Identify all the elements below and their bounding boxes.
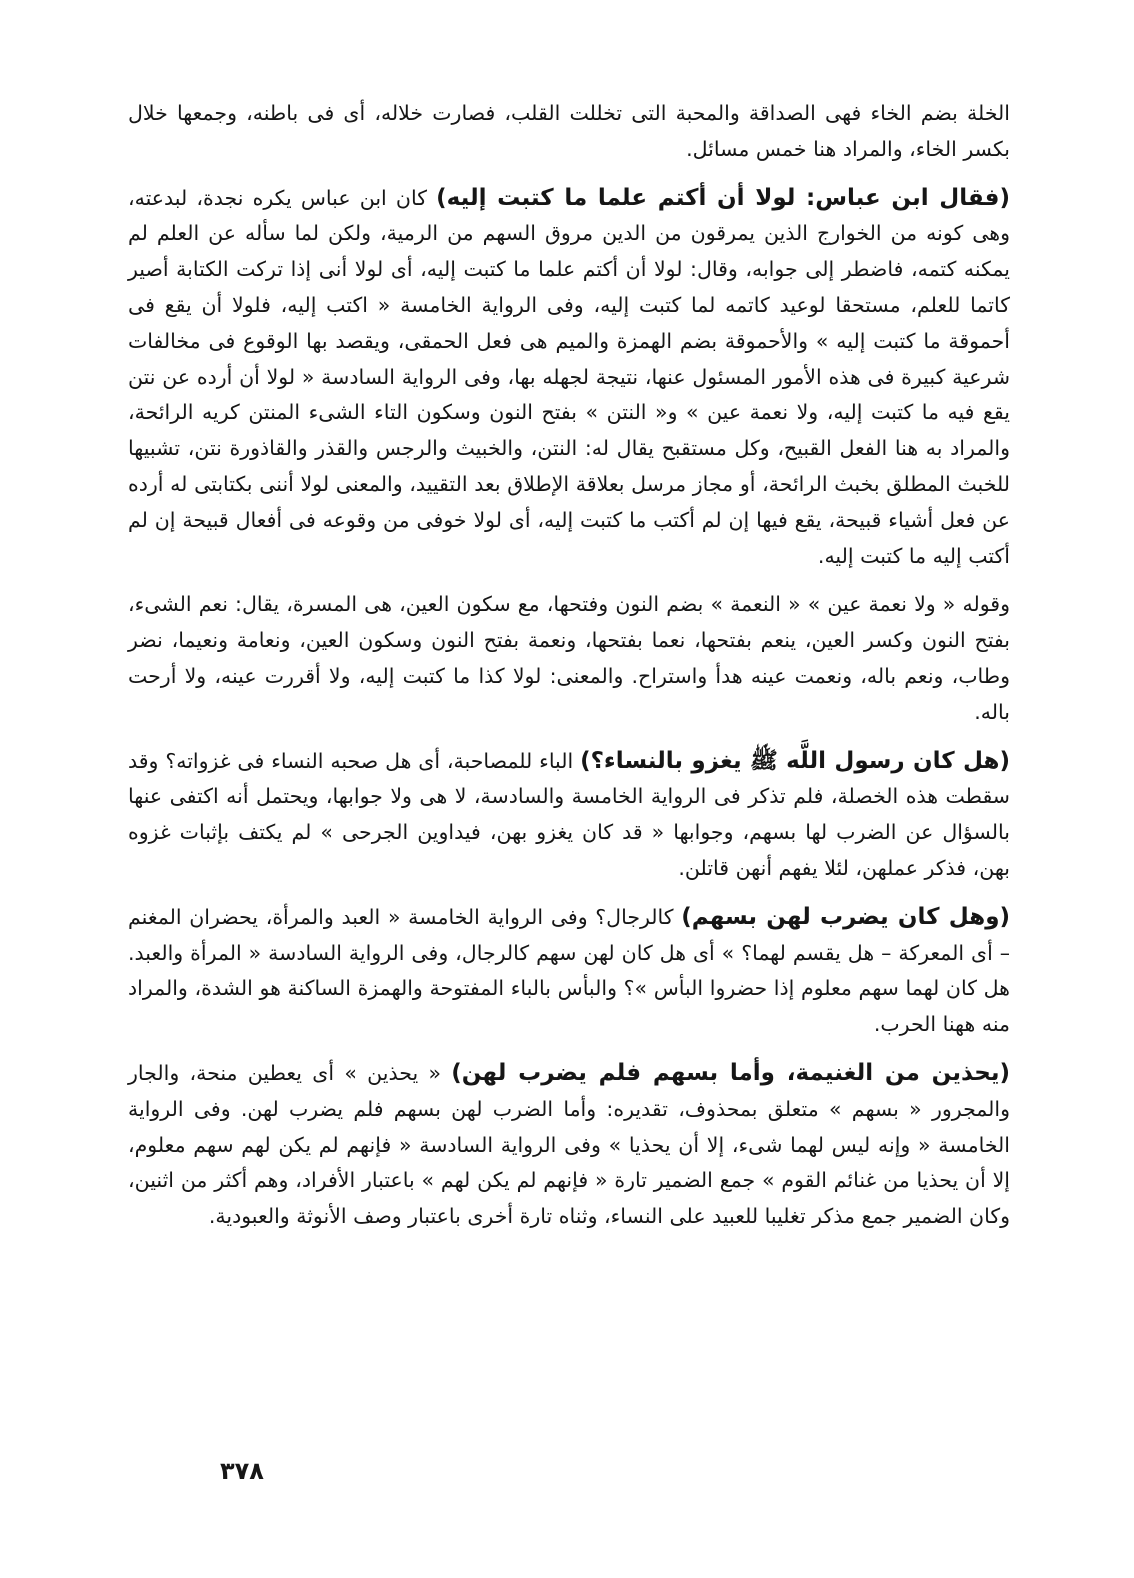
paragraph-text: كالرجال؟ وفى الرواية الخامسة « العبد والمرأة، يحضران المغنم – أى المعركة – هل يقسم لهما؟ » أى هل كان لهن سهم كالرجال، وفى الرواية السادسة « المرأة والعبد. هل كان لهما سهم معلوم إذا حضروا البأس »؟ والبأس بالباء المفتوحة والهمزة الساكنة هو الشدة، والمراد منه ههنا الحرب. [128,904,1010,1037]
paragraph-khulla [128,96,1010,168]
paragraph-nimat-ayn [128,587,1010,730]
paragraph-text: الباء للمصاحبة، أى هل صحبه النساء فى غزواته؟ وقد سقطت هذه الخصلة، فلم تذكر فى الرواية الخامسة والسادسة، لا هى ولا جوابها، ويحتمل أنه اكتفى عنها بالسؤال عن الضرب لها بسهم، وجوابها « قد كان يغزو بهن، فيداوين الجرحى » لم يكتف بإثبات غزوه بهن، فذكر عملهن، لئلا يفهم أنهن قاتلن. [128,748,1010,880]
hadith-quote: (هل كان رسول اللَّه ﷺ يغزو بالنساء؟) [580,747,1010,774]
paragraph-yuhdhayn [128,1056,1010,1235]
paragraph-text: وقوله « ولا نعمة عين » « النعمة » بضم النون وفتحها، مع سكون العين، هى المسرة، يقال: نعم الشىء، بفتح النون وكسر العين، ينعم بفتحها، نعما بفتحها، ونعمة بفتح النون وسكون العين، ونعامة ونعيما، نضر وطاب، ونعم باله، ونعمت عينه هدأ واستراح. والمعنى: لولا كذا ما كتبت إليه، ولا أقررت عينه، ولا أرحت باله. [128,592,1010,724]
hadith-quote: (وهل كان يضرب لهن بسهم) [681,903,1010,930]
paragraph-text: كان ابن عباس يكره نجدة، لبدعته، وهى كونه من الخوارج الذين يمرقون من الدين مروق السهم من الرمية، ولكن لما سأله عن العلم لم يمكنه كتمه، فاضطر إلى جوابه، وقال: لولا أن أكتم علما ما كتبت إليه، أى لولا أنى إذا تركت الكتابة أصير كاتما للعلم، مستحقا لوعيد كاتمه لما كتبت إليه، وفى الرواية الخامسة « اكتب إليه، فلولا أن يقع فى أحموقة ما كتبت إليه » والأحموقة بضم الهمزة والميم هى فعل الحمقى، ويقصد بها الوقوع فى مخالفات شرعية كبيرة فى هذه الأمور المسئول عنها، نتيجة لجهله بها، وفى الرواية السادسة « لولا أن أرده عن نتن يقع فيه ما كتبت إليه، ولا نعمة عين » و« النتن » بفتح النون وسكون التاء الشىء المنتن كريه الرائحة، والمراد به هنا الفعل القبيح، وكل مستقبح يقال له: النتن، والخبيث والرجس والقذر والقاذورة نتن، تشبيها للخبث المطلق بخبث الرائحة، أو مجاز مرسل بعلاقة الإطلاق بعد التقييد، والمعنى لولا أننى بكتابتى له أرده عن فعل أشياء قبيحة، يقع فيها إن لم أكتب ما كتبت إليه، أى لولا خوفى من وقوعه فى أفعال قبيحة إن لم أكتب إليه ما كتبت إليه. [128,185,1010,568]
paragraph-share [128,900,1010,1043]
paragraph-ibn-abbas [128,181,1010,575]
page-number: ٣٧٨ [220,1457,264,1485]
hadith-quote: (فقال ابن عباس: لولا أن أكتم علما ما كتبت إليه) [436,184,1010,211]
paragraph-women-in-battle [128,744,1010,887]
paragraph-text: « يحذين » أى يعطين منحة، والجار والمجرور « بسهم » متعلق بمحذوف، تقديره: وأما الضرب لهن بسهم فلم يضرب لهن. وفى الرواية الخامسة « وإنه ليس لهما شىء، إلا أن يحذيا » وفى الرواية السادسة « فإنهم لم يكن لهم سهم معلوم، إلا أن يحذيا من غنائم القوم » جمع الضمير تارة « فإنهم لم يكن لهم » باعتبار الأفراد، وهم أكثر من اثنين، وكان الضمير جمع مذكر تغليبا للعبيد على النساء، وثناه تارة أخرى باعتبار وصف الأنوثة والعبودية. [128,1060,1010,1229]
hadith-quote: (يحذين من الغنيمة، وأما بسهم فلم يضرب لهن) [451,1059,1010,1086]
paragraph-text: الخلة بضم الخاء فهى الصداقة والمحبة التى تخللت القلب، فصارت خلاله، أى فى باطنه، وجمعها خلال بكسر الخاء، والمراد هنا خمس مسائل. [128,101,1010,161]
